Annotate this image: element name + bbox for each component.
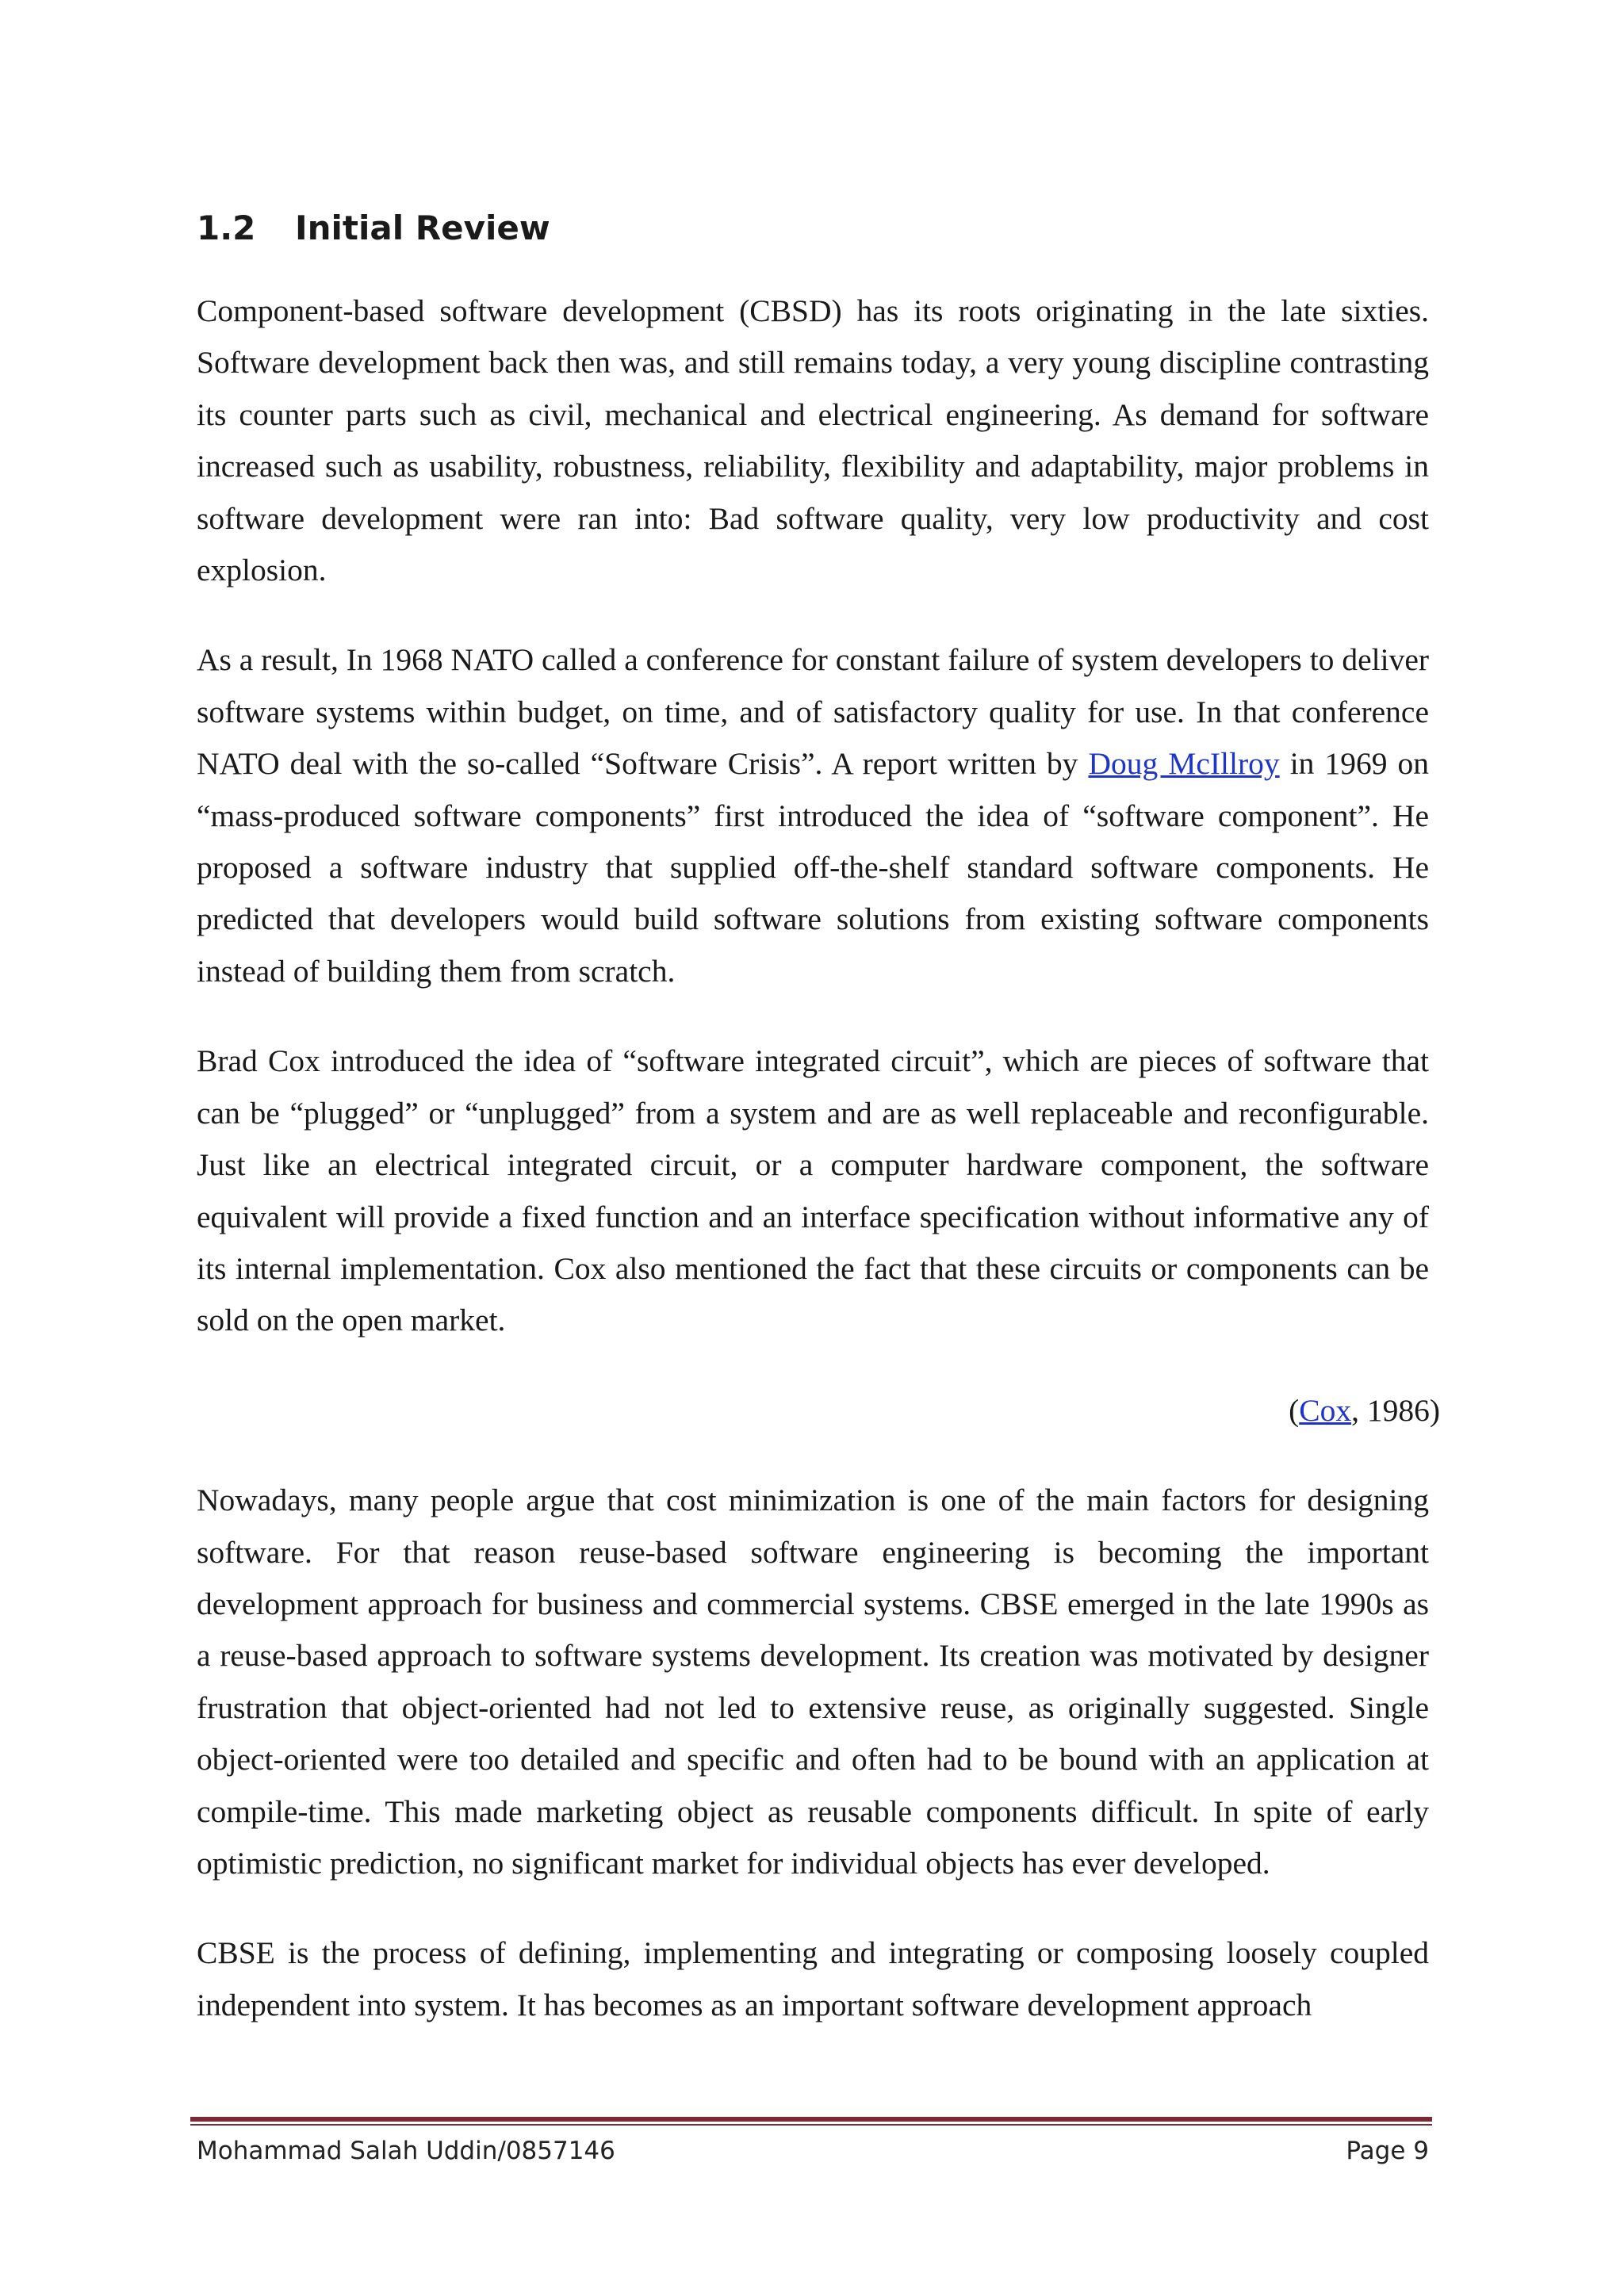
paragraph-cost-minimization: Nowadays, many people argue that cost minimization is one of the main factors for designing software. For that reason reuse-based software engineering is becoming the important development approach for business and commercial systems. CBSE emerged in the late 1990s as a reuse-based approach to software systems development. Its creation was motivated by designer frustration that object-oriented had not led to extensive reuse, as originally suggested. Single object-oriented were too detailed and specific and often had to be bound with an application at compile-time. This made marketing object as reusable components difficult. In spite of early optimistic prediction, no significant market for individual objects has ever developed. [197, 1483, 1429, 1881]
citation-open: ( [1289, 1392, 1300, 1428]
section-heading [197, 205, 1429, 252]
paragraph-cbsd-origins: Component-based software development (CBSD) has its roots originating in the late sixties. Software development back then was, and still remains today, a very young discipline contrasting its counter parts such as civil, mechanical and electrical engineering. As demand for software increased such as usability, robustness, reliability, flexibility and adaptability, major problems in software development were ran into: Bad software quality, very low productivity and cost explosion. [197, 293, 1429, 588]
citation-cox-1986 [197, 1385, 1440, 1437]
paragraph-cbse-process: CBSE is the process of defining, implementing and integrating or composing loosely coupled independent into system. It has becomes as an important software development approach [197, 1935, 1429, 2022]
footer-author: Mohammad Salah Uddin/0857146 [197, 2137, 615, 2165]
page-content [197, 205, 1440, 2031]
paragraph-nato-text-after: in 1969 on “mass-produced software components” first introduced the idea of “software component”. He proposed a software industry that supplied off-the-shelf standard software components. He predicted that developers would build software solutions from existing software components instead of building them from scratch. [197, 746, 1430, 989]
link-cox[interactable]: Cox [1299, 1392, 1352, 1428]
footer-page-number: Page 9 [1346, 2137, 1429, 2165]
paragraph-nato-conference [197, 634, 1429, 997]
footer-divider [190, 2117, 1432, 2126]
link-doug-mcillroy[interactable]: Doug McIllroy [1088, 746, 1280, 782]
page-footer [197, 2133, 1429, 2169]
paragraph-nato-text-before: As a result, In 1968 NATO called a conference for constant failure of system developers to deliver software systems within budget, on time, and of satisfactory quality for use. In that conference NATO deal with the so-called “Software Crisis”. A report written by [197, 642, 1429, 782]
footer-divider-thick [190, 2117, 1432, 2122]
footer-divider-thin [190, 2124, 1432, 2126]
citation-rest: , 1986) [1351, 1392, 1440, 1428]
section-title: Initial Review [295, 209, 550, 247]
paragraph-brad-cox: Brad Cox introduced the idea of “software integrated circuit”, which are pieces of software that can be “plugged” or “unplugged” from a system and are as well replaceable and reconfigurable. Just like an electrical integrated circuit, or a computer hardware component, the software equivalent will provide a fixed function and an interface specification without informative any of its internal implementation. Cox also mentioned the fact that these circuits or components can be sold on the open market. [197, 1043, 1429, 1338]
section-number: 1.2 [197, 209, 256, 247]
